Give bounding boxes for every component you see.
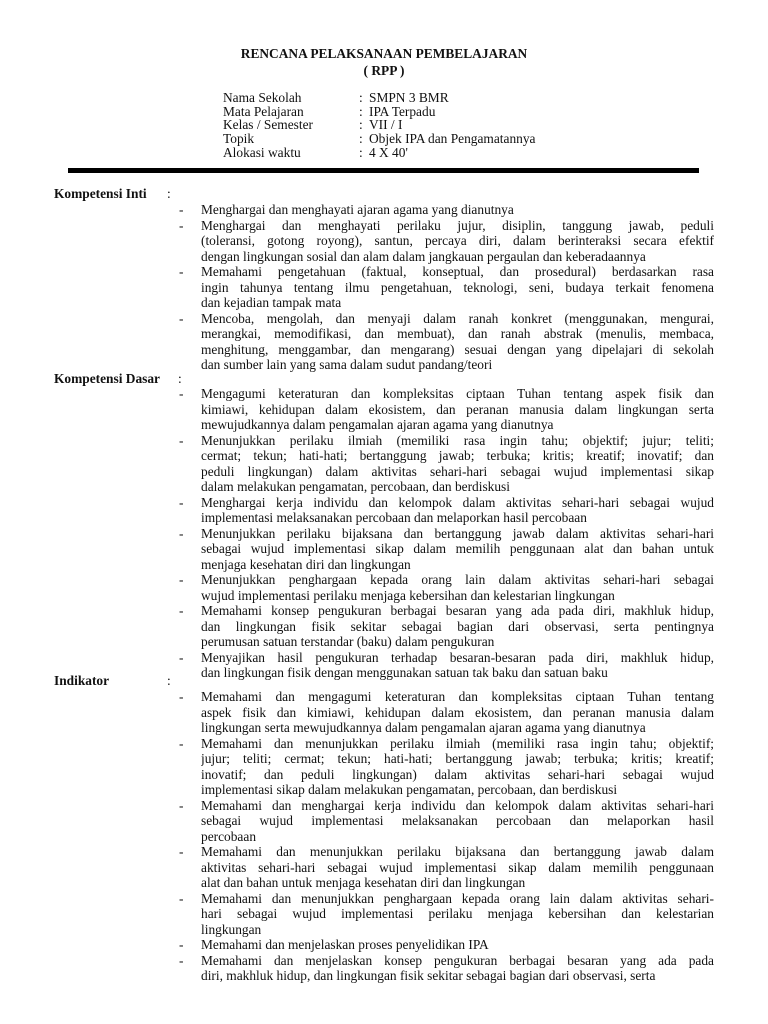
text-line: menjaga kesehatan diri dan lingkungan bbox=[201, 556, 411, 572]
text-line: hari sebagai wujud implementasi perilaku menjaga kebersihan dan kelestarian bbox=[201, 906, 714, 921]
text-line: merangkai, memodifikasi, dan membuat), dan ranah abstrak (menulis, membaca, bbox=[201, 326, 714, 341]
section-label-kd: Kompetensi Dasar bbox=[54, 371, 161, 386]
text-line: aktivitas sehari-hari sebagai wujud implementasi sikap dalam memilih penggunaan bbox=[201, 859, 714, 875]
section-label-ind: Indikator bbox=[54, 673, 110, 688]
bullet-dash: - bbox=[179, 797, 184, 813]
text-line: dan lingkungan fisik sekitar sebagai bagian dari observasi, serta pentingnya bbox=[201, 618, 714, 634]
list-item-text bbox=[201, 386, 714, 433]
bullet-dash: - bbox=[179, 689, 184, 704]
section-colon: : bbox=[167, 673, 171, 688]
identity-table bbox=[223, 91, 536, 159]
identity-row bbox=[223, 118, 536, 132]
list-item-text bbox=[201, 891, 714, 938]
list-item-text bbox=[201, 495, 714, 526]
list-item-text bbox=[201, 526, 714, 573]
identity-key: Kelas / Semester bbox=[223, 117, 313, 133]
bullet-dash: - bbox=[179, 844, 184, 859]
text-line: ingin tahunya tentang ilmu pengetahuan, teknologi, seni, budaya terkait fenomena bbox=[201, 279, 714, 295]
identity-key: Topik bbox=[223, 131, 255, 147]
identity-row bbox=[223, 105, 536, 119]
text-line: (toleransi, gotong royong), santun, percaya diri, dalam berinteraksi secara efektif bbox=[201, 233, 714, 248]
list-item-text bbox=[201, 689, 714, 736]
identity-row bbox=[223, 146, 536, 160]
identity-value: IPA Terpadu bbox=[369, 103, 436, 119]
text-line: Memahami dan mengagumi keteraturan dan kompleksitas ciptaan Tuhan tentang bbox=[201, 689, 714, 704]
text-line: Mencoba, mengolah, dan menyaji dalam ranah konkret (menggunakan, mengurai, bbox=[201, 310, 714, 326]
text-line: menghitung, menggambar, dan mengarang) sesuai dengan yang dipelajari di sekolah bbox=[201, 341, 714, 357]
text-line: sebagai wujud implementasi melaksanakan percobaan dan melaporkan hasil bbox=[201, 813, 714, 828]
text-line: sebagai wujud implementasi sikap dalam memilih penggunaan alat dan bahan untuk bbox=[201, 541, 714, 556]
bullet-dash: - bbox=[179, 735, 184, 751]
text-line: Memahami dan menjelaskan proses penyelidikan IPA bbox=[201, 937, 489, 952]
bullet-dash: - bbox=[179, 937, 184, 952]
identity-colon: : bbox=[359, 131, 363, 147]
identity-value: SMPN 3 BMR bbox=[369, 90, 449, 105]
list-item-text bbox=[201, 433, 714, 495]
identity-row bbox=[223, 132, 536, 146]
identity-colon: : bbox=[359, 144, 363, 160]
list-item-text bbox=[201, 798, 714, 845]
text-line: dalam melakukan pengamatan, percobaan, dan berdiskusi bbox=[201, 479, 510, 494]
text-line: implementasi melaksanakan percobaan dan melaporkan hasil percobaan bbox=[201, 510, 587, 525]
identity-value: VII / I bbox=[369, 117, 403, 133]
bullet-dash: - bbox=[179, 310, 184, 326]
text-line: dan sumber lain yang sama dalam sudut pandang/teori bbox=[201, 357, 493, 372]
list-item-text bbox=[201, 650, 714, 681]
list-item-text bbox=[201, 937, 714, 953]
list-item-text bbox=[201, 953, 714, 984]
list-item-text bbox=[201, 844, 714, 891]
document-title: RENCANA PELAKSANAAN PEMBELAJARAN bbox=[240, 46, 528, 61]
text-line: lingkungan bbox=[201, 921, 262, 937]
bullet-dash: - bbox=[179, 432, 184, 448]
text-line: Menunjukkan penghargaan kepada orang lain dalam aktivitas sehari-hari sebagai bbox=[201, 572, 714, 587]
identity-key: Nama Sekolah bbox=[223, 90, 302, 105]
text-line: Memahami dan menjelaskan konsep pengukuran berbagai besaran yang ada pada bbox=[201, 952, 714, 968]
text-line: Memahami dan menunjukkan perilaku bijaksana dan bertanggung jawab dalam bbox=[201, 844, 714, 859]
section-label-ki: Kompetensi Inti bbox=[54, 186, 147, 201]
text-line: Menunjukkan perilaku bijaksana dan bertanggung jawab dalam aktivitas sehari-hari bbox=[201, 525, 714, 541]
identity-row bbox=[223, 91, 536, 105]
identity-key: Mata Pelajaran bbox=[223, 103, 304, 119]
text-line: Menunjukkan perilaku ilmiah (memiliki rasa ingin tahu; objektif; jujur; teliti; bbox=[201, 432, 714, 448]
text-line: Memahami pengetahuan (faktual, konseptual, dan prosedural) berdasarkan rasa bbox=[201, 264, 714, 279]
text-line: mewujudkannya dalam pengamalan ajaran agama yang dianutnya bbox=[201, 417, 554, 432]
text-line: Menghargai kerja individu dan kelompok dalam aktivitas sehari-hari sebagai wujud bbox=[201, 494, 714, 510]
text-line: implementasi sikap dalam melakukan pengamatan, percobaan, dan berdiskusi bbox=[201, 782, 618, 797]
list-item-text bbox=[201, 218, 714, 265]
text-line: dan kejadian tampak mata bbox=[201, 295, 342, 310]
text-line: percobaan bbox=[201, 828, 257, 844]
bullet-dash: - bbox=[179, 386, 184, 401]
bullet-dash: - bbox=[179, 603, 184, 618]
text-line: perumusan satuan terstandar (baku) dalam pengukuran bbox=[201, 634, 495, 649]
header-divider bbox=[68, 168, 699, 173]
text-line: Menghargai dan menghayati perilaku jujur, disiplin, tanggung jawab, peduli bbox=[201, 217, 714, 233]
identity-value: Objek IPA dan Pengamatannya bbox=[369, 131, 536, 147]
bullet-dash: - bbox=[179, 525, 184, 541]
text-line: Menghargai dan menghayati ajaran agama yang dianutnya bbox=[201, 202, 514, 217]
text-line: wujud implementasi perilaku menjaga kebersihan dan kelestarian lingkungan bbox=[201, 587, 615, 603]
text-line: inovatif; dan peduli lingkungan) dalam aktivitas sehari-hari sebagai wujud bbox=[201, 766, 714, 782]
text-line: lingkungan serta mewujudkannya dalam pengamalan ajaran agama yang dianutnya bbox=[201, 720, 646, 735]
text-line: dan lingkungan fisik dengan menggunakan satuan tak baku dan satuan baku bbox=[201, 665, 608, 680]
list-item-text bbox=[201, 264, 714, 311]
text-line: alat dan bahan untuk menjaga kesehatan diri dan lingkungan bbox=[201, 875, 526, 890]
text-line: Memahami dan menunjukkan penghargaan kepada orang lain dalam aktivitas sehari- bbox=[201, 890, 714, 906]
text-line: diri, makhluk hidup, dan lingkungan fisik sekitar sebagai bagian dari observasi, serta bbox=[201, 968, 656, 983]
text-line: Mengagumi keteraturan dan kompleksitas ciptaan Tuhan tentang aspek fisik dan bbox=[201, 386, 714, 401]
list-item-text bbox=[201, 311, 714, 373]
text-line: peduli lingkungan) dalam aktivitas sehari-hari sebagai wujud implementasi sikap bbox=[201, 463, 714, 479]
text-line: Menyajikan hasil pengukuran terhadap besaran-besaran pada diri, makhluk hidup, bbox=[201, 649, 714, 665]
identity-value: 4 X 40' bbox=[369, 144, 408, 160]
bullet-dash: - bbox=[179, 952, 184, 968]
document-subtitle: ( RPP ) bbox=[363, 63, 405, 78]
identity-colon: : bbox=[359, 117, 363, 133]
bullet-dash: - bbox=[179, 494, 184, 510]
text-line: jujur; teliti; cermat; tekun; hati-hati; bertanggung jawab; terbuka; kritis; kreatif; bbox=[201, 751, 714, 766]
bullet-dash: - bbox=[179, 264, 184, 279]
identity-key: Alokasi waktu bbox=[223, 144, 301, 160]
identity-colon: : bbox=[359, 90, 363, 105]
text-line: Memahami konsep pengukuran berbagai besaran yang ada pada diri, makhluk hidup, bbox=[201, 603, 714, 618]
bullet-dash: - bbox=[179, 217, 184, 233]
text-line: kimiawi, kehidupan dalam ekosistem, dan peranan manusia dalam lingkungan serta bbox=[201, 401, 714, 417]
section-colon: : bbox=[178, 371, 182, 386]
identity-colon: : bbox=[359, 103, 363, 119]
text-line: Memahami dan menghargai kerja individu dan kelompok dalam aktivitas sehari-hari bbox=[201, 797, 714, 813]
bullet-dash: - bbox=[179, 572, 184, 587]
text-line: cermat; tekun; hati-hati; bertanggung jawab; terbuka; kritis; kreatif; inovatif; dan bbox=[201, 448, 714, 463]
bullet-dash: - bbox=[179, 890, 184, 906]
list-item-text bbox=[201, 603, 714, 650]
text-line: dengan lingkungan sosial dan alam dalam jangkauan pergaulan dan keberadaannya bbox=[201, 248, 646, 264]
bullet-dash: - bbox=[179, 202, 184, 217]
section-colon: : bbox=[167, 186, 171, 201]
text-line: Memahami dan menunjukkan perilaku ilmiah (memiliki rasa ingin tahu; objektif; bbox=[201, 735, 714, 751]
list-item-text bbox=[201, 736, 714, 798]
bullet-dash: - bbox=[179, 649, 184, 665]
list-item-text bbox=[201, 202, 714, 218]
list-item-text bbox=[201, 572, 714, 603]
text-line: aspek fisik dan kimiawi, kehidupan dalam ekosistem, dan peranan manusia dalam bbox=[201, 704, 714, 720]
